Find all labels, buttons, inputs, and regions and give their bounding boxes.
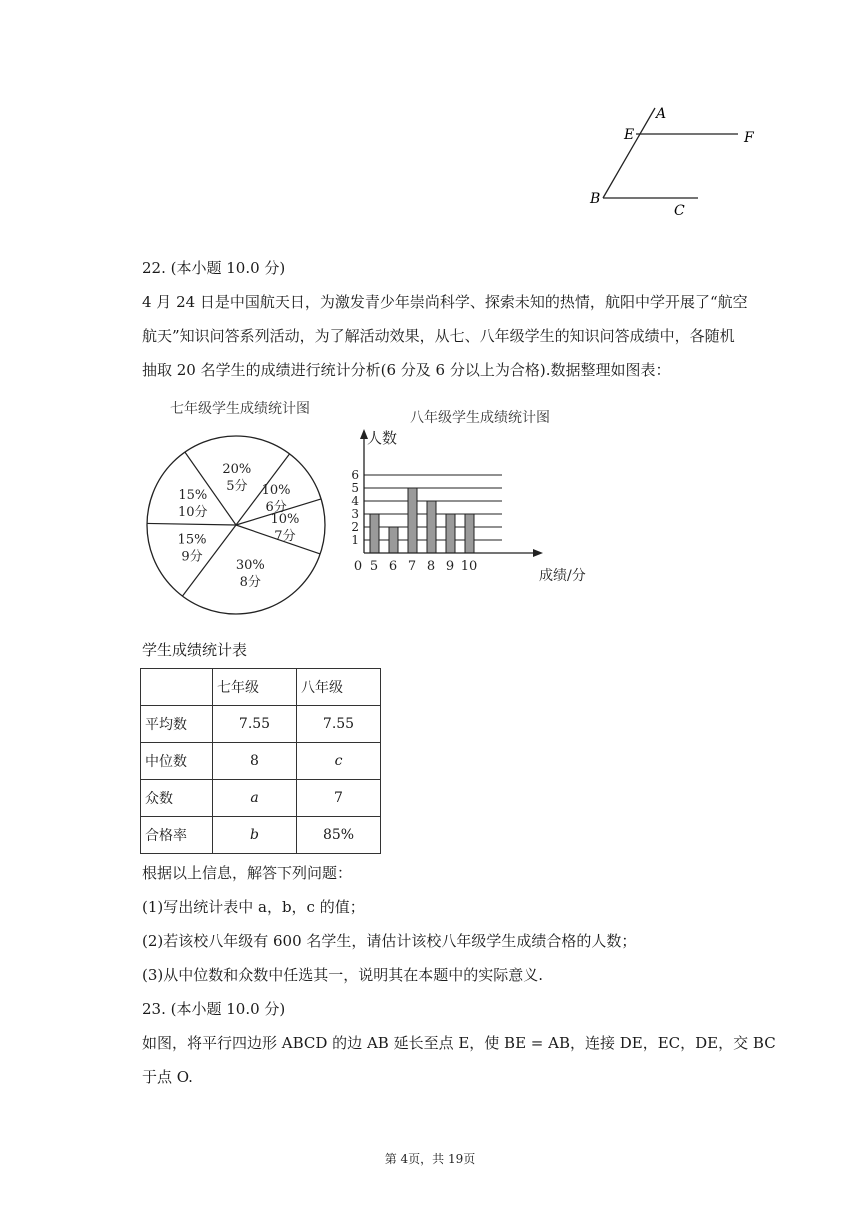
bar-6 — [389, 527, 398, 553]
table-header-row — [141, 669, 381, 706]
bar-x-tick-label: 8 — [426, 559, 436, 574]
pie-slice-label: 8分 — [239, 574, 261, 590]
pie-slice-percent: 15% — [177, 532, 207, 548]
table-cell: 中位数 — [141, 743, 213, 780]
bar-x-tick-label: 9 — [445, 559, 455, 574]
sub-question-1: (1)写出统计表中 a，b，c 的值； — [142, 898, 365, 916]
bar-y-tick-label: 4 — [351, 494, 359, 508]
questions-intro: 根据以上信息，解答下列问题： — [142, 864, 353, 882]
table-cell: 7.55 — [213, 706, 297, 743]
bar-x-tick-label: 7 — [407, 559, 417, 574]
table-row — [141, 817, 381, 854]
q23-paragraph-line-1: 如图，将平行四边形 ABCD 的边 AB 延长至点 E，使 BE = AB，连接 DE，EC，DE，交 BC — [142, 1034, 776, 1052]
pie-slice-percent: 30% — [235, 557, 265, 573]
geometry-figure — [580, 100, 770, 220]
bar-y-tick-label: 5 — [351, 481, 359, 495]
bar-x-axis-arrow — [533, 549, 543, 557]
stats-table — [140, 668, 381, 854]
q22-paragraph-line-3: 抽取 20 名学生的成绩进行统计分析(6 分及 6 分以上为合格).数据整理如图表： — [142, 361, 671, 379]
table-cell: 8 — [213, 743, 297, 780]
table-header-cell: 八年级 — [297, 669, 381, 706]
pie-slice-label: 7分 — [274, 528, 296, 544]
page-footer: 第 4页，共 19页 — [384, 1152, 476, 1166]
table-row — [141, 780, 381, 817]
pie-slice-label: 10分 — [178, 505, 208, 521]
pie-slice-percent: 10% — [261, 482, 291, 498]
q23-paragraph-line-2: 于点 O. — [142, 1068, 193, 1086]
table-row — [141, 706, 381, 743]
bar-origin-label: 0 — [353, 559, 363, 574]
table-cell: 7 — [297, 780, 381, 817]
bar-x-tick-label: 5 — [369, 559, 379, 574]
bar-7 — [408, 488, 417, 553]
pie-title: 七年级学生成绩统计图 — [170, 401, 310, 417]
pie-slice-label: 9分 — [181, 549, 203, 565]
pie-slice-percent: 10% — [270, 511, 300, 527]
pie-slice-percent: 15% — [178, 488, 208, 504]
table-row — [141, 743, 381, 780]
point-f-label: F — [744, 130, 754, 146]
q23-header: 23. (本小题 10.0 分) — [142, 1000, 286, 1018]
point-b-label: B — [590, 191, 601, 207]
table-cell: 7.55 — [297, 706, 381, 743]
sub-question-3: (3)从中位数和众数中任选其一，说明其在本题中的实际意义. — [142, 966, 544, 984]
grade7-pie-chart — [140, 395, 340, 620]
point-a-label: A — [656, 106, 667, 122]
sub-question-2: (2)若该校八年级有 600 名学生，请估计该校八年级学生成绩合格的人数； — [142, 932, 637, 950]
bar-y-tick-label: 6 — [351, 468, 359, 482]
pie-slice-label: 6分 — [265, 499, 287, 515]
q22-paragraph-line-1: 4 月 24 日是中国航天日，为激发青少年崇尚科学、探索未知的热情，航阳中学开展了“航空 — [142, 293, 748, 311]
pie-slice-percent: 20% — [222, 462, 252, 478]
q22-paragraph-line-2: 航天”知识问答系列活动，为了解活动效果，从七、八年级学生的知识问答成绩中，各随机 — [142, 327, 735, 345]
table-header-cell — [141, 669, 213, 706]
bar-10 — [465, 514, 474, 553]
table-cell: 85% — [297, 817, 381, 854]
table-cell: 平均数 — [141, 706, 213, 743]
table-cell: 众数 — [141, 780, 213, 817]
bar-y-axis-label: 人数 — [367, 429, 398, 447]
table-cell: a — [213, 780, 297, 817]
table-header-cell: 七年级 — [213, 669, 297, 706]
bar-x-axis-label: 成绩/分 — [539, 568, 586, 584]
point-e-label: E — [624, 127, 635, 143]
point-c-label: C — [674, 203, 685, 219]
q22-header: 22. (本小题 10.0 分) — [142, 259, 286, 277]
bar-x-tick-label: 10 — [460, 559, 478, 574]
table-cell: b — [213, 817, 297, 854]
bar-x-tick-label: 6 — [388, 559, 398, 574]
bar-y-tick-label: 3 — [351, 507, 359, 521]
bar-title: 八年级学生成绩统计图 — [410, 410, 550, 426]
pie-slice-label: 5分 — [226, 479, 248, 495]
bar-5 — [370, 514, 379, 553]
table-cell: c — [297, 743, 381, 780]
table-cell: 合格率 — [141, 817, 213, 854]
bar-y-tick-label: 1 — [351, 533, 359, 547]
line-ab — [603, 108, 655, 198]
bar-9 — [446, 514, 455, 553]
table-title: 学生成绩统计表 — [142, 641, 248, 659]
grade8-bar-chart — [340, 405, 600, 590]
bar-8 — [427, 501, 436, 553]
bar-y-tick-label: 2 — [351, 520, 359, 534]
